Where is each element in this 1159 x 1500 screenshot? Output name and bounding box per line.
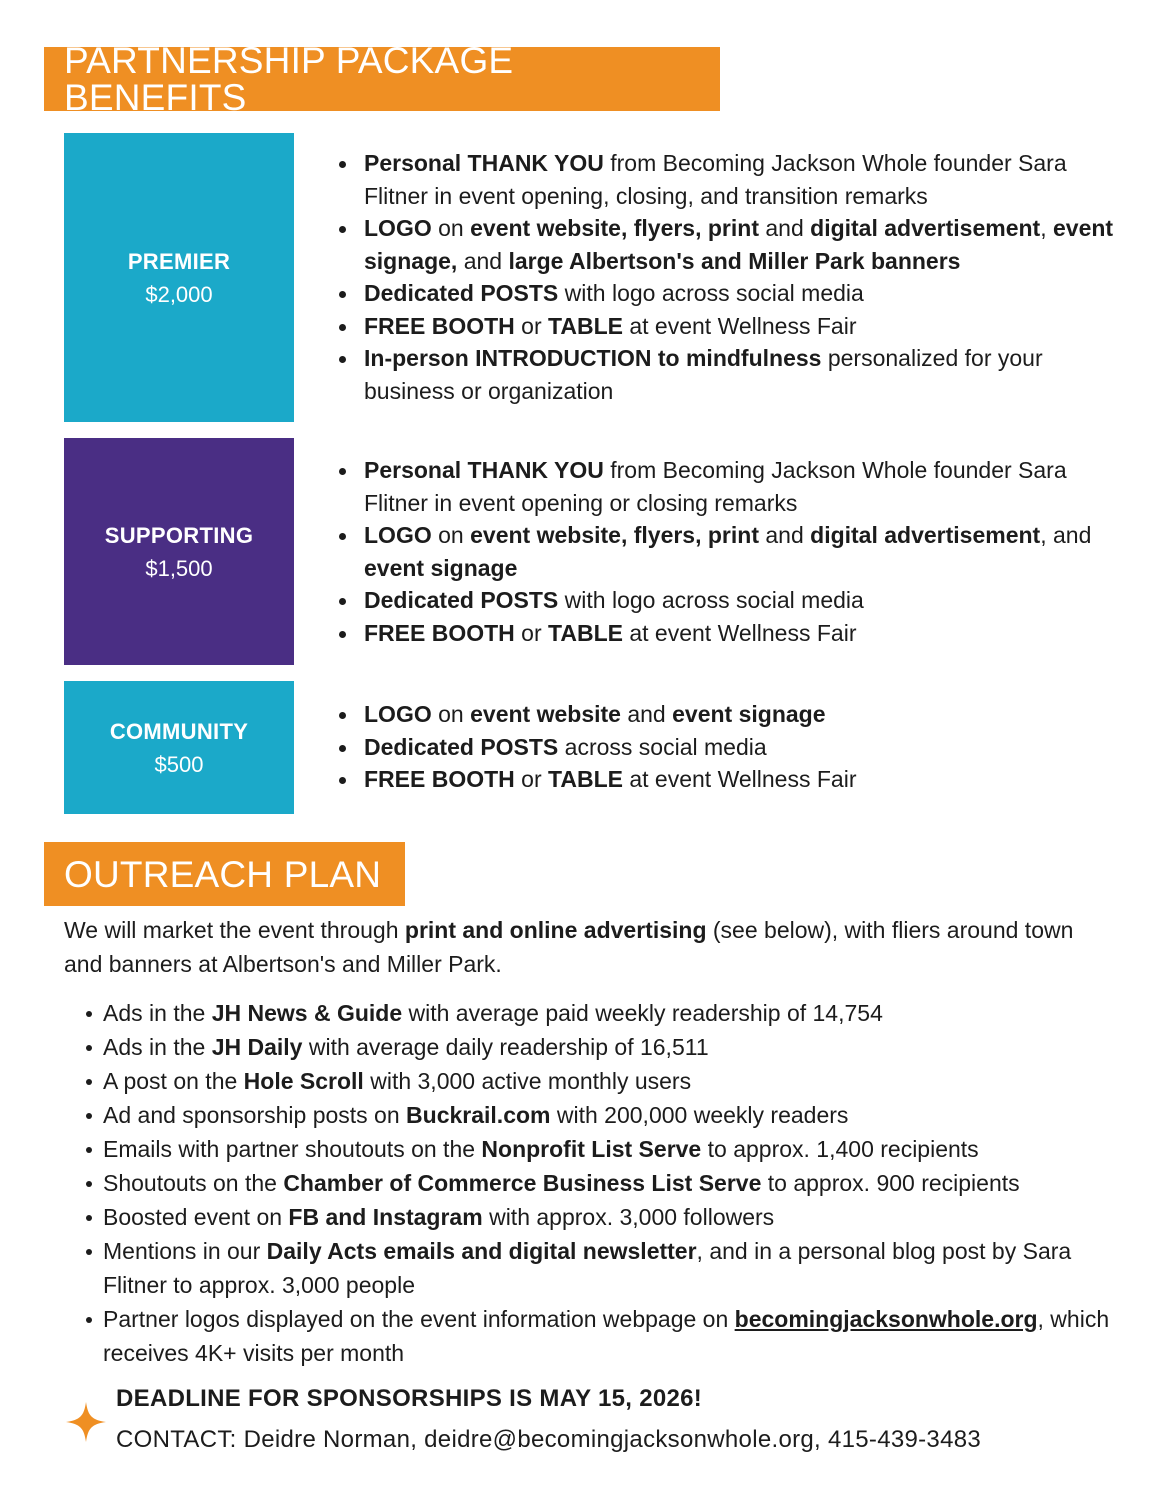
outreach-intro: We will market the event through print and online advertising (see below), with fliers around town and banners at Albertson's and Miller Park. xyxy=(64,917,1074,977)
list-item: Dedicated POSTS with logo across social media xyxy=(336,584,1136,617)
list-item: A post on the Hole Scroll with 3,000 active monthly users xyxy=(84,1064,1134,1098)
list-item: Mentions in our Daily Acts emails and digital newsletter, and in a personal blog post by Sara Flitner to approx. 3,000 people xyxy=(84,1234,1134,1302)
premier-benefits-list xyxy=(336,147,1136,407)
list-item: In-person INTRODUCTION to mindfulness personalized for your business or organization xyxy=(336,342,1136,407)
list-item: LOGO on event website and event signage xyxy=(336,698,1136,731)
list-item: LOGO on event website, flyers, print and digital advertisement, event signage, and large Albertson's and Miller Park banners xyxy=(336,212,1136,277)
sparkle-icon xyxy=(64,1400,108,1444)
tier-premier-box xyxy=(64,133,294,422)
list-item: LOGO on event website, flyers, print and digital advertisement, and event signage xyxy=(336,519,1136,584)
contact-text: CONTACT: Deidre Norman, deidre@becomingjacksonwhole.org, 415-439-3483 xyxy=(116,1426,982,1453)
supporting-benefits-list xyxy=(336,454,1136,649)
website-link[interactable]: becomingjacksonwhole.org xyxy=(734,1306,1038,1332)
list-item: Boosted event on FB and Instagram with approx. 3,000 followers xyxy=(84,1200,1134,1234)
tier-price: $2,000 xyxy=(145,281,213,307)
list-item: Emails with partner shoutouts on the Nonprofit List Serve to approx. 1,400 recipients xyxy=(84,1132,1134,1166)
list-item: Ads in the JH Daily with average daily readership of 16,511 xyxy=(84,1030,1134,1064)
list-item: FREE BOOTH or TABLE at event Wellness Fair xyxy=(336,310,1136,343)
tier-name: COMMUNITY xyxy=(109,718,249,744)
list-item: Personal THANK YOU from Becoming Jackson Whole founder Sara Flitner in event opening or closing remarks xyxy=(336,454,1136,519)
partnership-title: PARTNERSHIP PACKAGE BENEFITS xyxy=(44,47,720,111)
list-item: FREE BOOTH or TABLE at event Wellness Fair xyxy=(336,617,1136,650)
list-item: Dedicated POSTS with logo across social media xyxy=(336,277,1136,310)
tier-community-box xyxy=(64,681,294,814)
deadline-text: DEADLINE FOR SPONSORSHIPS IS MAY 15, 2026! xyxy=(116,1385,703,1412)
tier-price: $500 xyxy=(154,751,204,777)
outreach-title: OUTREACH PLAN xyxy=(44,842,405,906)
list-item: FREE BOOTH or TABLE at event Wellness Fair xyxy=(336,763,1136,796)
list-item: Dedicated POSTS across social media xyxy=(336,731,1136,764)
tier-name: PREMIER xyxy=(127,248,231,274)
list-item: Personal THANK YOU from Becoming Jackson Whole founder Sara Flitner in event opening, closing, and transition remarks xyxy=(336,147,1136,212)
list-item: Partner logos displayed on the event information webpage on becomingjacksonwhole.org, which receives 4K+ visits per month xyxy=(84,1302,1134,1370)
list-item: Ad and sponsorship posts on Buckrail.com with 200,000 weekly readers xyxy=(84,1098,1134,1132)
list-item: Ads in the JH News & Guide with average paid weekly readership of 14,754 xyxy=(84,996,1134,1030)
list-item: Shoutouts on the Chamber of Commerce Business List Serve to approx. 900 recipients xyxy=(84,1166,1134,1200)
tier-name: SUPPORTING xyxy=(104,522,254,548)
outreach-list xyxy=(84,996,1134,1370)
tier-price: $1,500 xyxy=(145,555,213,581)
tier-supporting-box xyxy=(64,438,294,665)
community-benefits-list xyxy=(336,698,1136,796)
